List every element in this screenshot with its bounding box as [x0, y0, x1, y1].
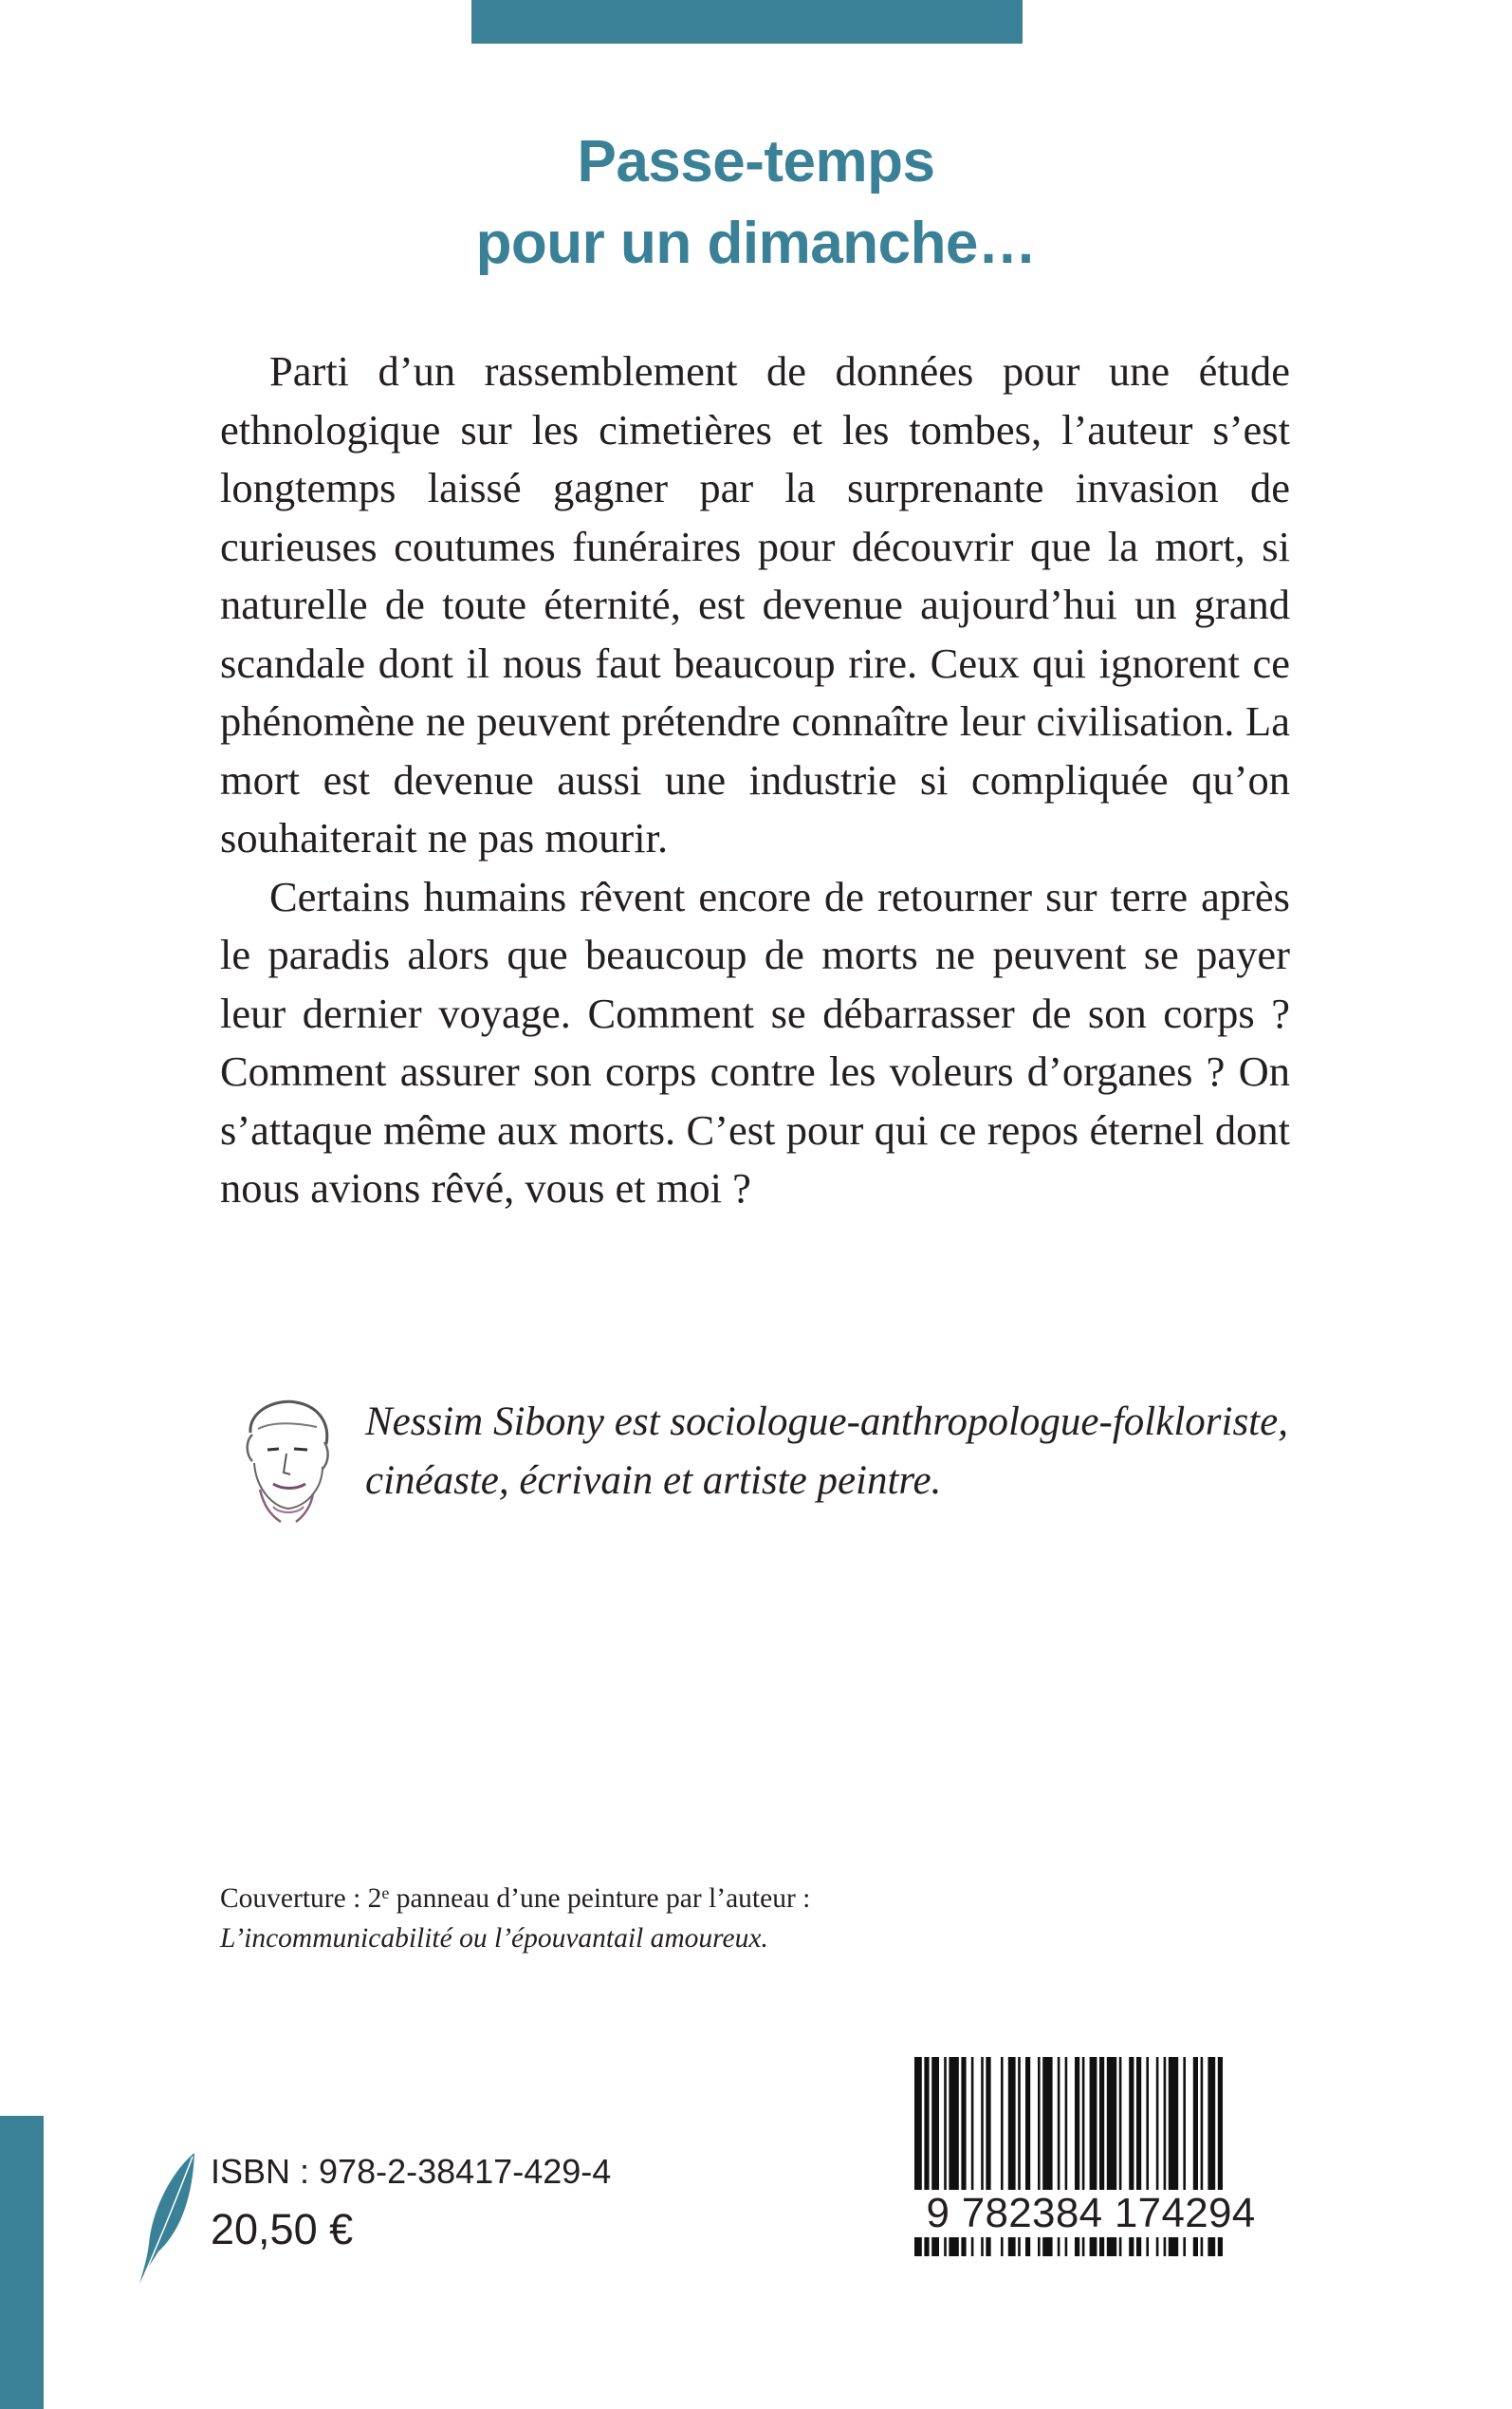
barcode-number: 9 782384 174294 — [911, 2190, 1271, 2237]
summary-paragraph-2: Certains humains rêvent encore de retourner sur terre après le paradis alors que beaucoup de morts ne peuvent se payer leur dernier voyage. Comment se débarrasser de son corps ? Comment assurer son corps contre les voleurs d’organes ? On s’attaque même aux morts. C’est pour qui ce repos éternel dont nous avions rêvé, vous et moi ? — [220, 872, 1290, 1212]
isbn: ISBN : 978-2-38417-429-4 — [211, 2152, 612, 2191]
book-title — [0, 121, 1512, 285]
side-accent-bar — [0, 2116, 44, 2409]
cover-credit — [220, 1873, 1074, 1958]
price: 20,50 € — [211, 2205, 354, 2253]
author-bio — [365, 1393, 1314, 1510]
summary-paragraph-1: Parti d’un rassemblement de données pour une étude ethnologique sur les cimetières et les tombes, l’auteur s’est longtemps laissé gagner par la surprenante invasion de curieuses coutumes funéraires pour découvrir que la mort, si naturelle de toute éternité, est devenue aujourd’hui un grand scandale dont il nous faut beaucoup rire. Ceux qui ignorent ce phénomène ne peuvent prétendre connaître leur civilisation. La mort est devenue aussi une industrie si compliquée qu’on souhaiterait ne pas mourir. — [220, 347, 1290, 862]
cover-credit-superscript: e — [381, 1883, 390, 1902]
cover-credit-suffix: panneau d’une peinture par l’auteur : — [389, 1883, 811, 1914]
author-bio-line-2: cinéaste, écrivain et artiste peintre. — [365, 1458, 942, 1503]
cover-credit-line-1 — [220, 1873, 1074, 1918]
book-summary — [220, 343, 1290, 1218]
author-portrait — [231, 1395, 338, 1526]
feather-icon — [136, 2149, 202, 2287]
title-line-1: Passe-temps — [577, 129, 935, 195]
cover-credit-prefix: Couverture : 2 — [220, 1883, 382, 1914]
cover-artwork-title: L’incommunicabilité ou l’épouvantail amoureux. — [220, 1923, 768, 1954]
top-accent-bar — [471, 0, 1023, 44]
title-line-2: pour un dimanche… — [475, 211, 1037, 276]
author-bio-line-1: Nessim Sibony est sociologue-anthropologue-folkloriste, — [365, 1399, 1288, 1444]
